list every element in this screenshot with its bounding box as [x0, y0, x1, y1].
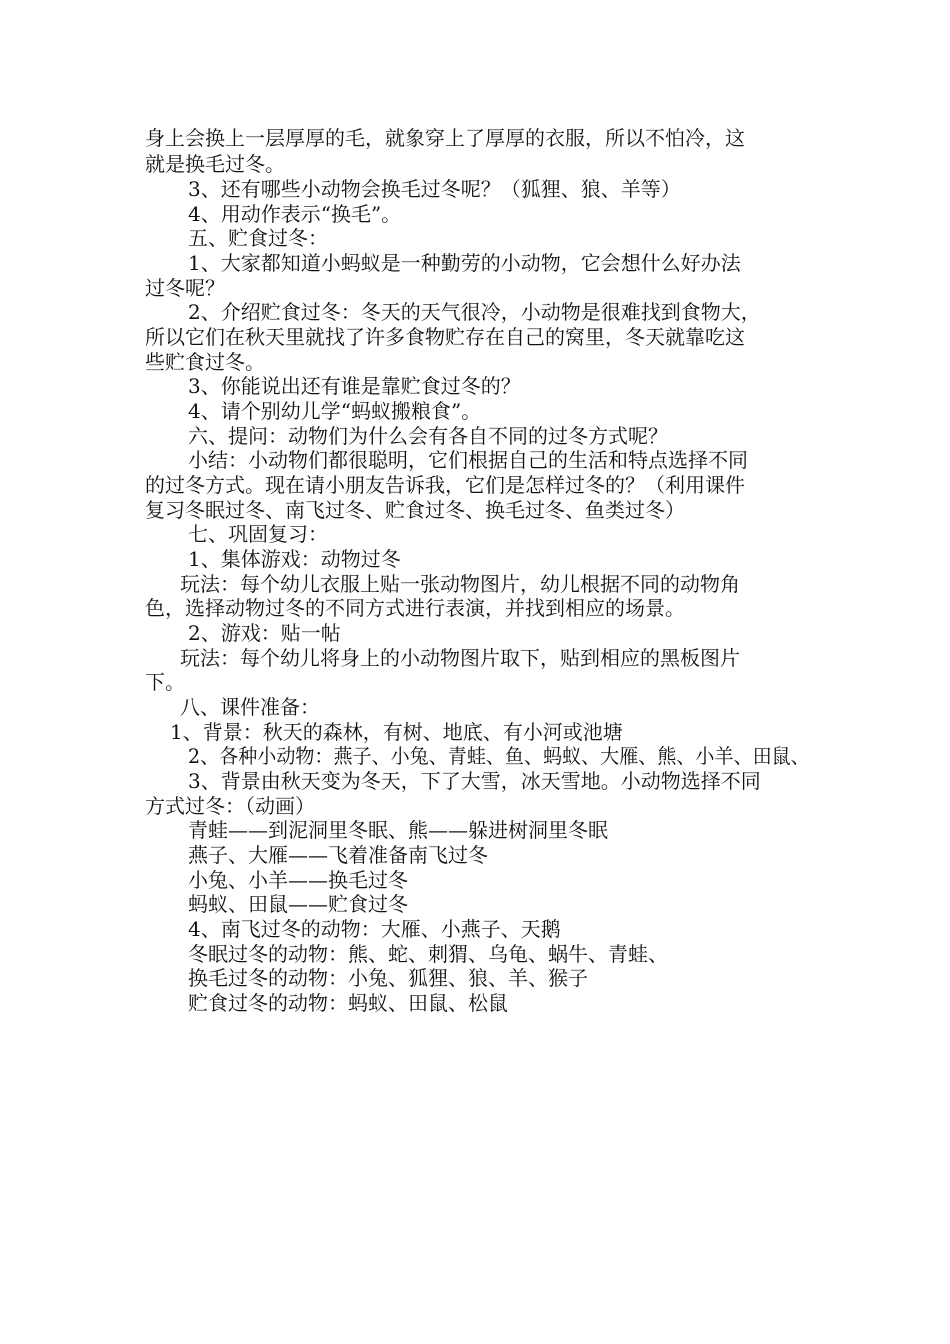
text-line: 燕子、大雁——飞着准备南飞过冬 — [188, 843, 488, 867]
text-line: 1、大家都知道小蚂蚁是一种勤劳的小动物，它会想什么好办法 — [188, 251, 741, 275]
text-line: 玩法：每个幼儿将身上的小动物图片取下，贴到相应的黑板图片 — [180, 646, 740, 670]
text-line: 八、课件准备： — [180, 695, 320, 719]
text-line: 蚂蚁、田鼠——贮食过冬 — [188, 892, 408, 916]
text-line: 七、巩固复习： — [188, 522, 328, 546]
text-line: 下。 — [145, 670, 185, 694]
text-line: 4、南飞过冬的动物：大雁、小燕子、天鹅 — [188, 917, 561, 941]
text-line: 所以它们在秋天里就找了许多食物贮存在自己的窝里，冬天就靠吃这 — [145, 325, 745, 349]
text-line: 3、背景由秋天变为冬天，下了大雪，冰天雪地。小动物选择不同 — [188, 769, 761, 793]
text-line: 玩法：每个幼儿衣服上贴一张动物图片，幼儿根据不同的动物角 — [180, 572, 740, 596]
text-line: 冬眠过冬的动物：熊、蛇、刺猬、乌龟、蜗牛、青蛙、 — [188, 942, 668, 966]
text-line: 些贮食过冬。 — [145, 350, 265, 374]
text-line: 就是换毛过冬。 — [145, 152, 285, 176]
text-line: 五、贮食过冬： — [188, 226, 328, 250]
text-line: 身上会换上一层厚厚的毛，就象穿上了厚厚的衣服，所以不怕冷，这 — [145, 126, 745, 150]
text-line: 青蛙——到泥洞里冬眠、熊——躲进树洞里冬眠 — [188, 818, 608, 842]
text-line: 1、集体游戏：动物过冬 — [188, 547, 401, 571]
text-line: 方式过冬：（动画） — [145, 794, 315, 818]
text-line: 2、游戏：贴一帖 — [188, 621, 341, 645]
text-line: 过冬呢？ — [145, 276, 225, 300]
text-line: 小结：小动物们都很聪明，它们根据自己的生活和特点选择不同 — [188, 448, 748, 472]
text-line: 2、各种小动物：燕子、小兔、青蛙、鱼、蚂蚁、大雁、熊、小羊、田鼠、 — [188, 744, 810, 768]
text-line: 小兔、小羊——换毛过冬 — [188, 868, 408, 892]
text-line: 4、请个别幼儿学“蚂蚁搬粮食”。 — [188, 399, 482, 423]
text-line: 1、背景：秋天的森林，有树、地底、有小河或池塘 — [170, 720, 623, 744]
text-line: 3、还有哪些小动物会换毛过冬呢？（狐狸、狼、羊等） — [188, 177, 681, 201]
text-line: 的过冬方式。现在请小朋友告诉我，它们是怎样过冬的？（利用课件 — [145, 473, 745, 497]
text-line: 色，选择动物过冬的不同方式进行表演，并找到相应的场景。 — [145, 596, 685, 620]
text-line: 贮食过冬的动物：蚂蚁、田鼠、松鼠 — [188, 991, 508, 1015]
text-line: 六、提问：动物们为什么会有各自不同的过冬方式呢？ — [188, 424, 668, 448]
text-line: 3、你能说出还有谁是靠贮食过冬的？ — [188, 374, 521, 398]
text-line: 换毛过冬的动物：小兔、狐狸、狼、羊、猴子 — [188, 966, 588, 990]
text-line: 4、用动作表示“换毛”。 — [188, 202, 402, 226]
text-line: 2、介绍贮食过冬：冬天的天气很冷，小动物是很难找到食物大， — [188, 300, 761, 324]
text-line: 复习冬眠过冬、南飞过冬、贮食过冬、换毛过冬、鱼类过冬） — [145, 498, 685, 522]
